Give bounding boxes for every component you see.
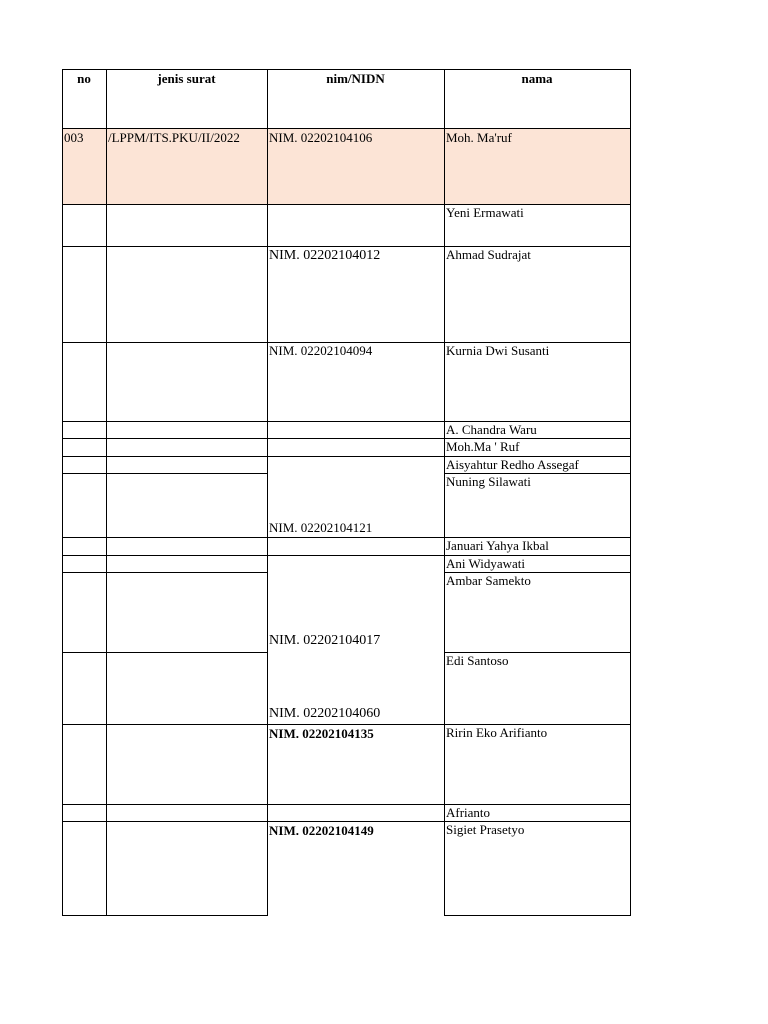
grid-line xyxy=(62,69,63,916)
grid-line xyxy=(267,69,268,916)
table-cell-nim: NIM. 02202104106 xyxy=(269,130,373,145)
grid-line xyxy=(62,456,631,457)
table-cell-nama: Januari Yahya Ikbal xyxy=(446,538,549,553)
table-cell-nim: NIM. 02202104135 xyxy=(269,726,374,741)
grid-line xyxy=(62,821,631,822)
table-cell-nama: Moh. Ma'ruf xyxy=(446,130,512,145)
table-cell-nama: Sigiet Prasetyo xyxy=(446,822,525,837)
table-cell-nama: Yeni Ermawati xyxy=(446,205,524,220)
table-cell-nama: Edi Santoso xyxy=(446,653,509,668)
table-cell-nim: NIM. 02202104012 xyxy=(269,248,381,263)
grid-line xyxy=(62,342,631,343)
grid-line xyxy=(444,652,631,653)
header-cell-nama: nama xyxy=(521,71,553,86)
grid-line xyxy=(62,246,631,247)
grid-line xyxy=(444,473,631,474)
table-cell-nim: NIM. 02202104060 xyxy=(269,706,381,721)
table-cell-nama: Ririn Eko Arifianto xyxy=(446,725,548,740)
table-cell-nama: A. Chandra Waru xyxy=(446,422,537,437)
table-cell-nama: Kurnia Dwi Susanti xyxy=(446,343,550,358)
grid-line xyxy=(62,128,631,129)
table-cell-nama: Aisyahtur Redho Assegaf xyxy=(446,457,579,472)
header-cell-no: no xyxy=(77,71,91,86)
table-cell-nama: Moh.Ma ' Ruf xyxy=(446,439,520,454)
grid-line xyxy=(444,915,631,916)
grid-line xyxy=(62,804,631,805)
header-cell-nim-nidn: nim/NIDN xyxy=(326,71,385,86)
grid-line xyxy=(62,69,631,70)
table-cell-nama: Afrianto xyxy=(446,805,491,820)
header-cell-jenis-surat: jenis surat xyxy=(157,71,216,86)
grid-line xyxy=(62,204,631,205)
grid-line xyxy=(62,572,268,573)
table-cell-nama: Ahmad Sudrajat xyxy=(446,247,531,262)
table-cell-nama: Ani Widyawati xyxy=(446,556,526,571)
table-cell-nama: Nuning Silawati xyxy=(446,474,531,489)
table-cell-nim: NIM. 02202104121 xyxy=(269,520,373,535)
grid-line xyxy=(62,555,631,556)
grid-line xyxy=(62,473,268,474)
grid-line xyxy=(62,421,631,422)
table-cell-nim: NIM. 02202104017 xyxy=(269,633,381,648)
grid-line xyxy=(444,69,445,916)
table-cell-jenis-surat: /LPPM/ITS.PKU/II/2022 xyxy=(108,130,240,145)
grid-line xyxy=(106,69,107,916)
table-cell-no: 003 xyxy=(64,130,84,145)
grid-line xyxy=(62,724,631,725)
grid-line xyxy=(62,915,268,916)
table-cell-nama: Ambar Samekto xyxy=(446,573,531,588)
grid-line xyxy=(444,572,631,573)
table-cell-nim: NIM. 02202104094 xyxy=(269,343,373,358)
grid-line xyxy=(62,438,631,439)
table-cell-nim: NIM. 02202104149 xyxy=(269,823,374,838)
grid-line xyxy=(62,652,268,653)
grid-line xyxy=(630,69,631,916)
grid-line xyxy=(62,537,631,538)
